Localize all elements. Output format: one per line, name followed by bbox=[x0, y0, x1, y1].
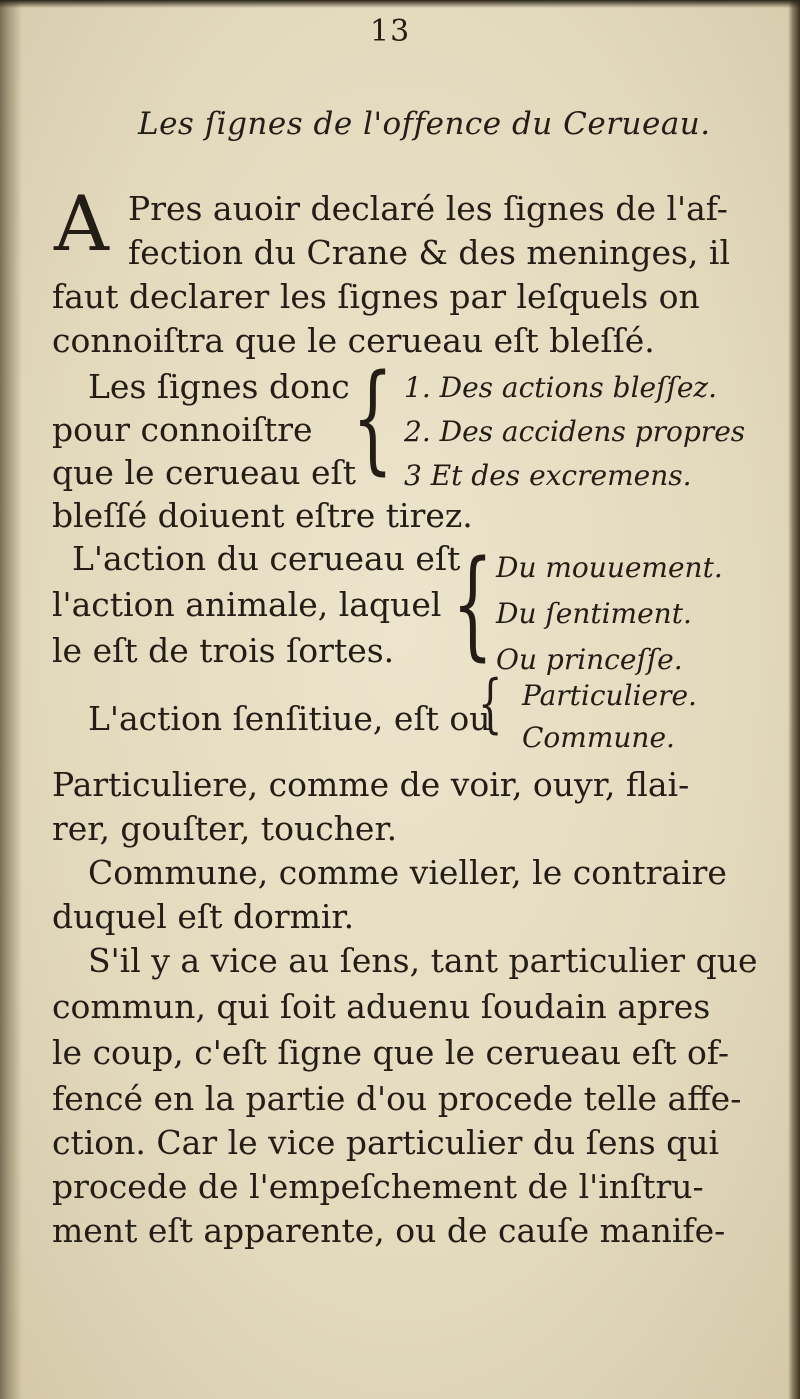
table1-left-line: pour connoiſtre bbox=[52, 410, 313, 449]
body-line: le coup, c'eſt ſigne que le cerueau eſt of- bbox=[52, 1033, 729, 1072]
table2-left-line: l'action animale, laquel bbox=[52, 585, 442, 624]
intro-line: faut declarer les ſignes par leſquels on bbox=[52, 277, 700, 316]
body-line: Commune, comme vieller, le contraire bbox=[88, 853, 727, 892]
table2-left-line: le eſt de trois ſortes. bbox=[52, 631, 395, 670]
table2-left-line: L'action du cerueau eſt bbox=[72, 539, 461, 578]
body-line: ction. Car le vice particulier du ſens qui bbox=[52, 1123, 720, 1162]
table1-item: 2. Des accidens propres bbox=[404, 415, 746, 448]
brace-symbol: { bbox=[352, 348, 394, 486]
section-heading: Les ſignes de l'offence du Cerueau. bbox=[138, 106, 711, 142]
intro-line: Pres auoir declaré les ſignes de l'af- bbox=[128, 189, 728, 228]
table3-item: Particuliere. bbox=[522, 679, 697, 712]
drop-cap: A bbox=[54, 179, 109, 268]
table1-item: 3 Et des excremens. bbox=[404, 459, 692, 492]
body-line: ment eſt apparente, ou de cauſe manife- bbox=[52, 1211, 726, 1250]
table1-item: 1. Des actions bleſſez. bbox=[404, 371, 718, 404]
page-top-edge bbox=[0, 0, 800, 8]
table1-left-line: que le cerueau eſt bbox=[52, 453, 356, 492]
body-line: commun, qui ſoit aduenu ſoudain apres bbox=[52, 987, 711, 1026]
page-number: 13 bbox=[370, 14, 411, 49]
table1-left-line: Les ſignes donc bbox=[88, 367, 350, 406]
intro-line: fection du Crane & des meninges, il bbox=[128, 233, 730, 272]
table2-item: Ou princeſſe. bbox=[496, 643, 683, 676]
intro-line: connoiſtra que le cerueau eſt bleſſé. bbox=[52, 321, 655, 360]
table2-item: Du ſentiment. bbox=[496, 597, 692, 630]
body-line: duquel eſt dormir. bbox=[52, 897, 355, 936]
brace-symbol: { bbox=[452, 534, 494, 672]
brace-symbol: { bbox=[478, 667, 503, 741]
body-line: procede de l'empeſchement de l'inſtru- bbox=[52, 1167, 704, 1206]
page-gutter bbox=[0, 0, 22, 1399]
table3-left-line: L'action ſenſitiue, eſt ou bbox=[88, 699, 491, 738]
page-edge bbox=[788, 0, 800, 1399]
table2-item: Du mouuement. bbox=[496, 551, 723, 584]
body-line: S'il y a vice au ſens, tant particulier que bbox=[88, 941, 758, 980]
body-line: Particuliere, comme de voir, ouyr, flai- bbox=[52, 765, 690, 804]
body-line: rer, gouſter, toucher. bbox=[52, 809, 398, 848]
table3-item: Commune. bbox=[522, 721, 675, 754]
table1-after-line: bleſſé doiuent eſtre tirez. bbox=[52, 496, 473, 535]
body-line: fencé en la partie d'ou procede telle affe- bbox=[52, 1079, 742, 1118]
